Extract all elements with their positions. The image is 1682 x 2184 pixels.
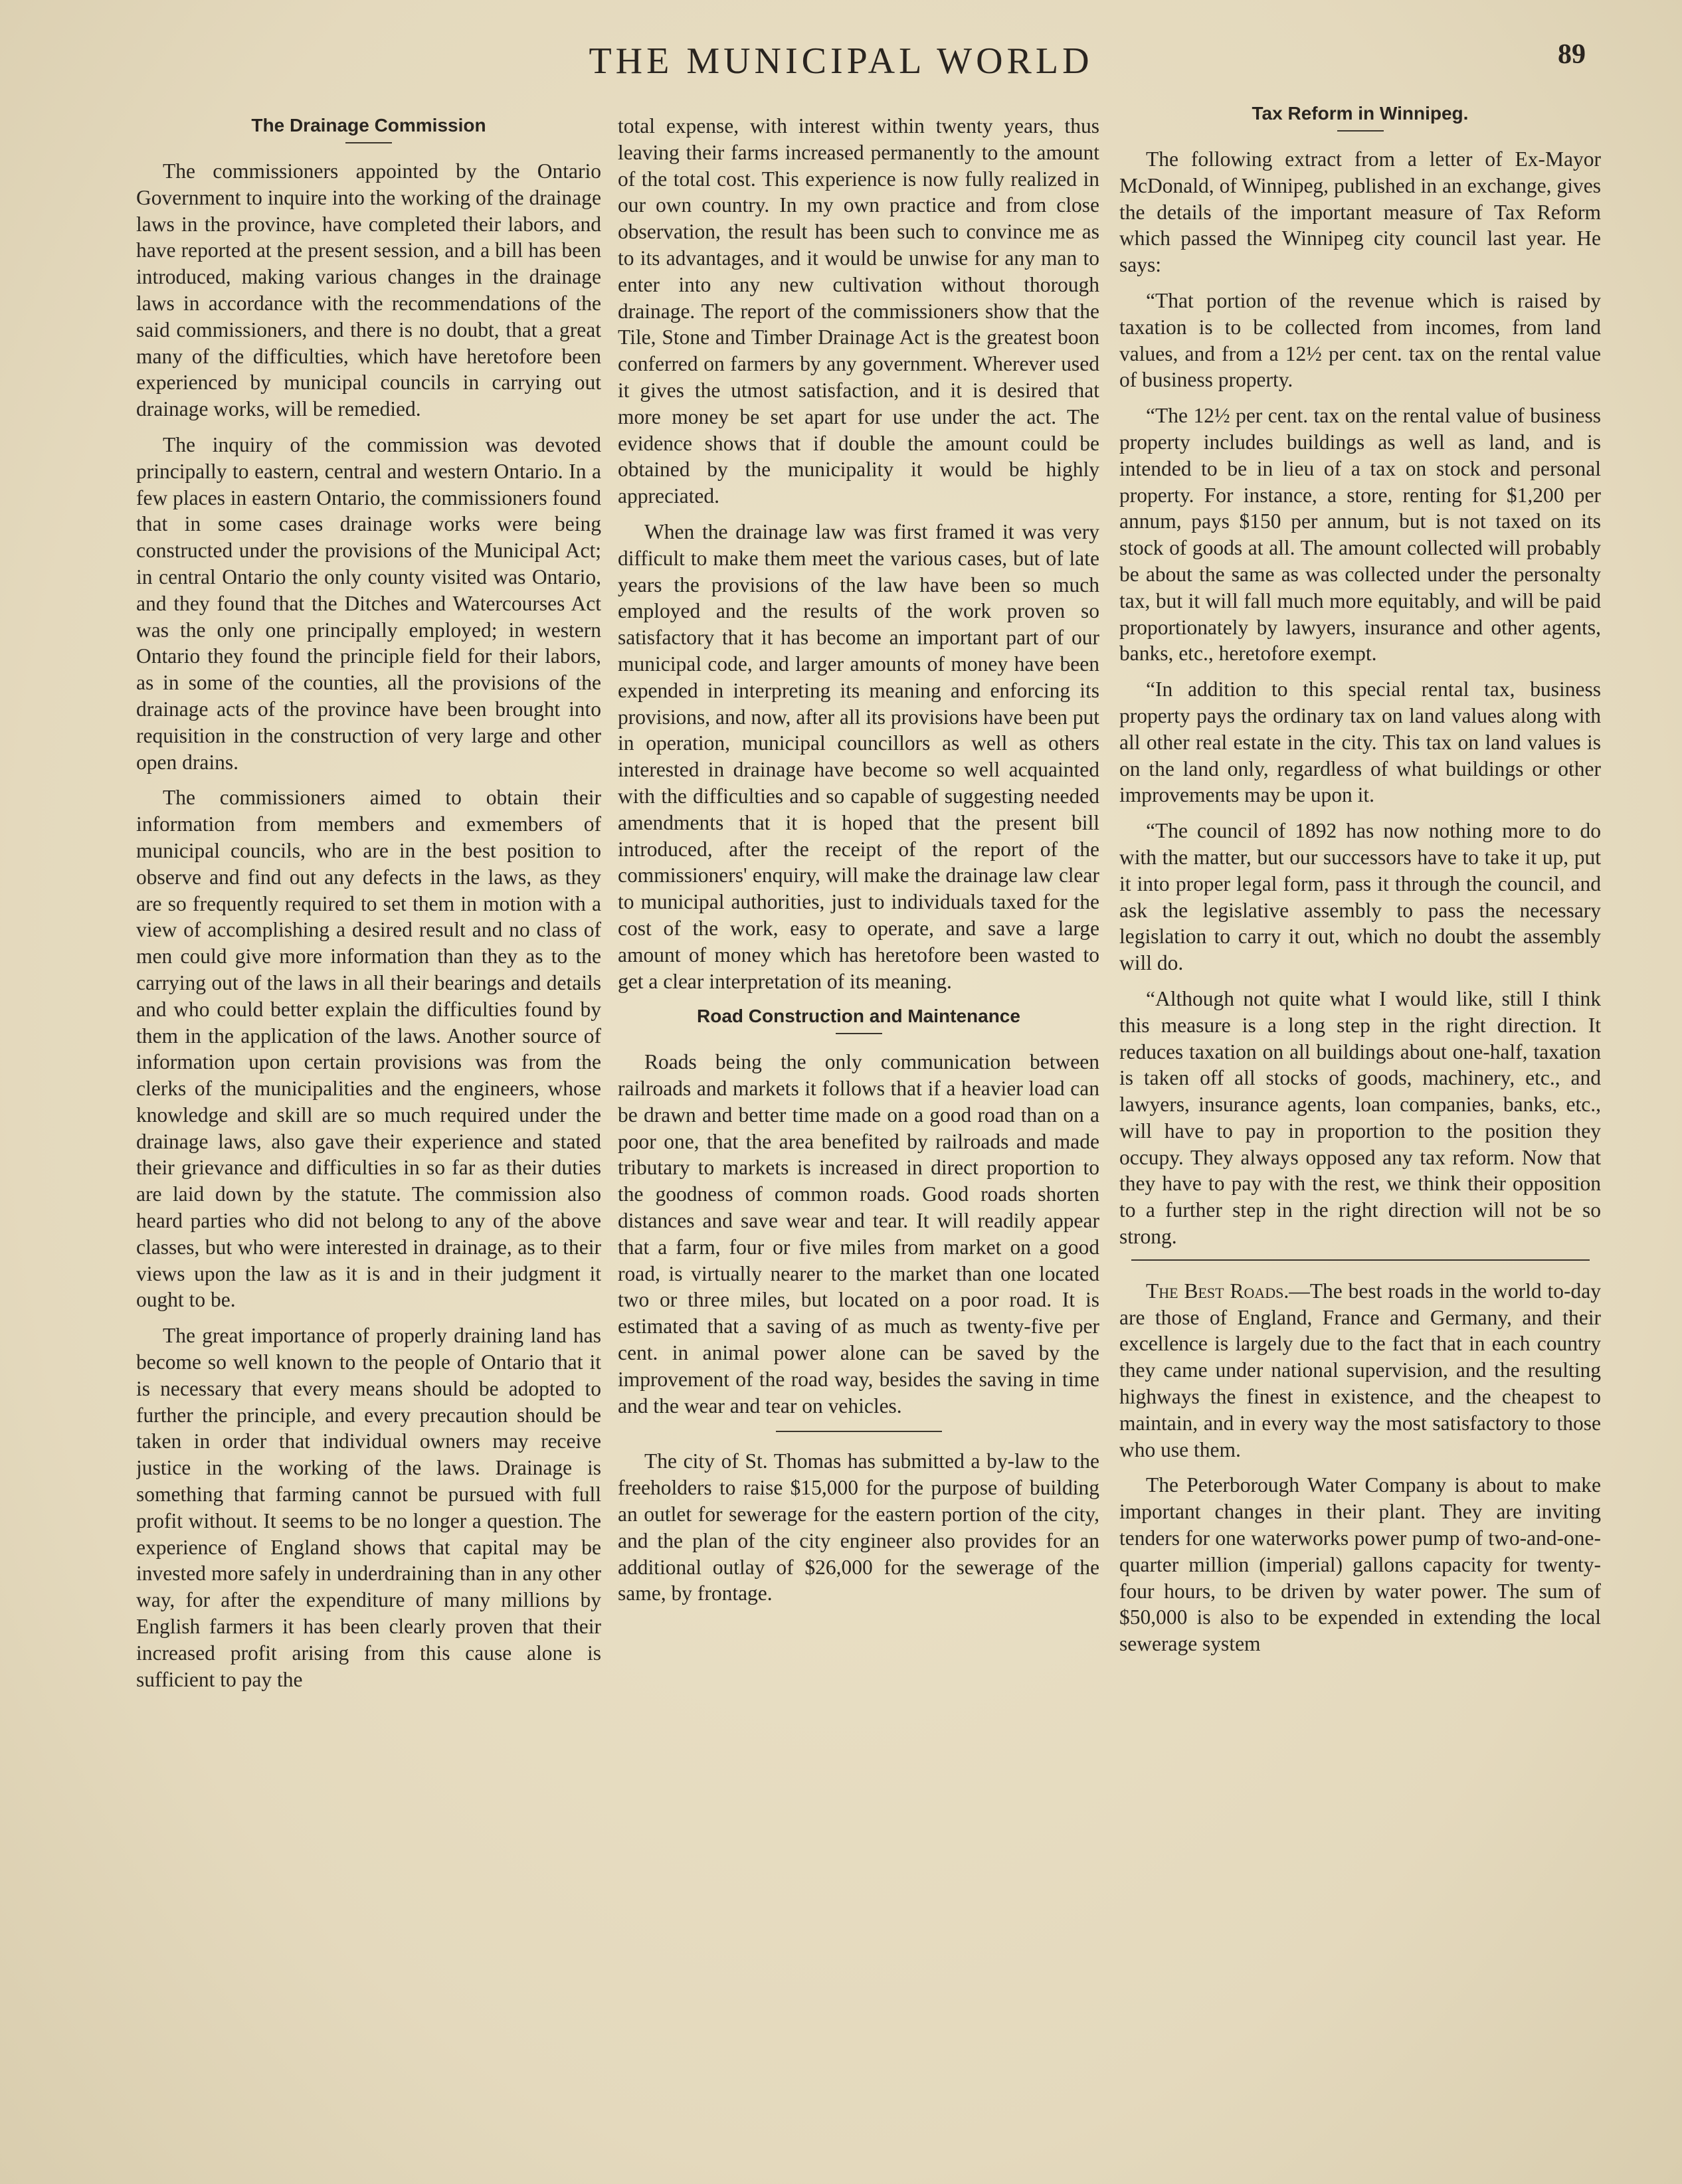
heading-rule [1337,130,1384,132]
paragraph: The Peterborough Water Company is about to make important changes in their plant. They are inviting tenders for one waterworks power pump of two-and-one-quarter million (imperial) gallons capacity for twenty-four hours, to be driven by water power. The sum of $50,000 is also to be expended in extending the local sewerage system [1119,1473,1601,1656]
heading-rule [836,1033,882,1034]
best-roads-text: —The best roads in the world to-day are those of England, France and Germany, and their excellence is largely due to the fact that in each country they came under national supervision, and the resulting highways the finest in existence, and the cheapest to maintain, and in every way the most satisfactory to those who use them. [1119,1279,1601,1461]
paragraph: The commissioners appointed by the Ontario Government to inquire into the working of the drainage laws in the province, have completed their labors, and have reported at the present session, and a bill has been introduced, making various changes in the drainage laws in accordance with the recommendations of the said commissioners, and there is no doubt, that a great many of the difficulties, which have heretofore been experienced by municipal councils in carrying out drainage works, will be remedied. [136,159,601,421]
paragraph: When the drainage law was first framed it was very difficult to make them meet the various cases, but of late years the provisions of the law have been so much employed and the results of the work proven so satisfactory that it has become an important part of our municipal code, and larger amounts of money have been expended in interpreting its meaning and enforcing its provisions, and now, after all its provisions have been put in operation, municipal councillors as well as others interested in drainage have become so well acquainted with the difficulties and so capable of suggesting needed amendments that it is hoped that the present bill introduced, after the receipt of the report of the commissioners' enquiry, will make the drainage law clear to municipal authorities, just to individuals taxed for the cost of the work, easy to operate, and save a large amount of money which has heretofore been wasted to get a clear interpretation of its meaning. [618,519,1099,993]
section-separator [776,1431,942,1432]
paragraph: “The 12½ per cent. tax on the rental value of business property includes buildings as well as land, and is intended to be in lieu of a tax on stock and personal property. For instance, a store, renting for $1,200 per annum, pays $150 per annum, but is not taxed on its stock of goods at all. The amount collected will probably be about the same as was collected under the personalty tax, but it will fall much more equitably, and will be paid proportionately by lawyers, insurance and other agents, banks, etc., heretofore exempt. [1119,404,1601,666]
paragraph: “In addition to this special rental tax, business property pays the ordinary tax on land values along with all other real estate in the city. This tax on land values is on the land only, regardless of what buildings or other improvements may be upon it. [1119,678,1601,807]
paragraph: total expense, with interest within twenty years, thus leaving their farms increased permanently to the amount of the total cost. This experience is now fully realized in our own country. In my own practice and from close observation, the result has been such to convince me as to its advantages, and it would be unwise for any man to enter into any new cultivation without thorough drainage. The report of the commissioners show that the Tile, Stone and Timber Drainage Act is the greatest boon conferred on farmers by any government. Wherever used it gives the utmost satisfaction, and it is desired that more money be set apart for use under the act. The evidence shows that if double the amount could be obtained by the municipality it would be highly appreciated. [618,114,1099,508]
paragraph: The commissioners aimed to obtain their information from members and exmembers of municipal councils, who are in the best position to observe and find out any defects in the laws, as they are so frequently required to set them in motion with a view of accomplishing a desired result and no class of men could give more information than they as to the carrying out of the laws in all their bearings and details and who could better explain the difficulties found by them in the application of the laws. Another source of information upon certain provisions was from the clerks of the municipalities and the engineers, whose knowledge and skill are so much required under the drainage laws, also gave their experience and stated their grievance and difficulties in so far as their duties are laid down by the statute. The commission also heard parties who did not belong to any of the above classes, but who were interested in drainage, as to their views upon the law as it is and in their judgment it ought to be. [136,786,601,1312]
column-2 [618,113,1099,2145]
paragraph: “The council of 1892 has now nothing more to do with the matter, but our successors have to take it up, put it into proper legal form, pass it through the council, and ask the legislative assembly to pass the necessary legislation to carry it out, which no doubt the assembly will do. [1119,819,1601,975]
heading-rule [345,142,392,143]
tax-reform-heading: Tax Reform in Winnipeg. [1252,103,1469,124]
paragraph: The inquiry of the commission was devoted principally to eastern, central and western Ontario. In a few places in eastern Ontario, the commissioners found that in some cases drainage works were being constructed under the provisions of the Municipal Act; in central Ontario the only county visited was Ontario, and they found that the Ditches and Watercourses Act was the only one principally employed; in western Ontario they found the principle field for their labors, as in some of the counties, all the provisions of the drainage acts of the province have been brought into requisition in the construction of very large and other open drains. [136,432,601,774]
drainage-commission-heading: The Drainage Commission [251,115,486,136]
road-construction-heading: Road Construction and Maintenance [697,1006,1020,1027]
paragraph: The following extract from a letter of Ex-Mayor McDonald, of Winnipeg, published in an exchange, gives the details of the important measure of Tax Reform which passed the Winnipeg city council last year. He says: [1119,147,1601,277]
paragraph: The city of St. Thomas has submitted a by-law to the freeholders to raise $15,000 for the purpose of building an outlet for sewerage for the eastern portion of the city, and the plan of the city engineer also provides for an additional outlay of $26,000 for the sewerage of the same, by frontage. [618,1449,1099,1605]
column-3 [1119,101,1601,2134]
paragraph: “Although not quite what I would like, still I think this measure is a long step in the right direction. It reduces taxation on all buildings about one-half, taxation is taken off all stocks of goods, machinery, etc., and lawyers, insurance agents, loan companies, banks, etc., will have to pay in proportion to the position they occupy. They always opposed any tax reform. Now that they have to pay with the rest, we think their opposition to a further step in the right direction will not be so strong. [1119,986,1601,1249]
paragraph: “That portion of the revenue which is raised by taxation is to be collected from incomes, from land values, and from a 12½ per cent. tax on the rental value of business property. [1119,288,1601,392]
paragraph: Roads being the only communication between railroads and markets it follows that if a heavier load can be drawn and better time made on a good road than on a poor one, that the area benefited by railroads and made tributary to markets is increased in direct proportion to the goodness of common roads. Good roads shorten distances and save wear and tear. It will readily appear that a farm, four or five miles from market on a good road, is virtually nearer to the market than one located two or three miles, but located on a poor road. It is estimated that a saving of as much as twenty-five per cent. in animal power alone can be saved by the improvement of the road way, besides the saving in time and the wear and tear on vehicles. [618,1050,1099,1417]
section-separator [1131,1259,1590,1261]
paragraph [1119,1278,1601,1463]
column-1 [136,113,601,2145]
best-roads-lead: The Best Roads. [1146,1279,1289,1303]
paragraph: The great importance of properly draining land has become so well known to the people of Ontario that it is necessary that every means should be adopted to further the principle, and every precaution should be taken in order that individual owners may receive justice in the working of the laws. Drainage is something that farming cannot be pursued with full profit without. It seems to be no longer a question. The experience of England shows that capital may be invested more safely in underdraining than in any other way, for after the expenditure of many millions by English farmers it has been clearly proven that their increased profit arising from this cause alone is sufficient to pay the [136,1324,601,1691]
page-number: 89 [1558,39,1586,70]
masthead-title: THE MUNICIPAL WORLD [589,41,1093,82]
